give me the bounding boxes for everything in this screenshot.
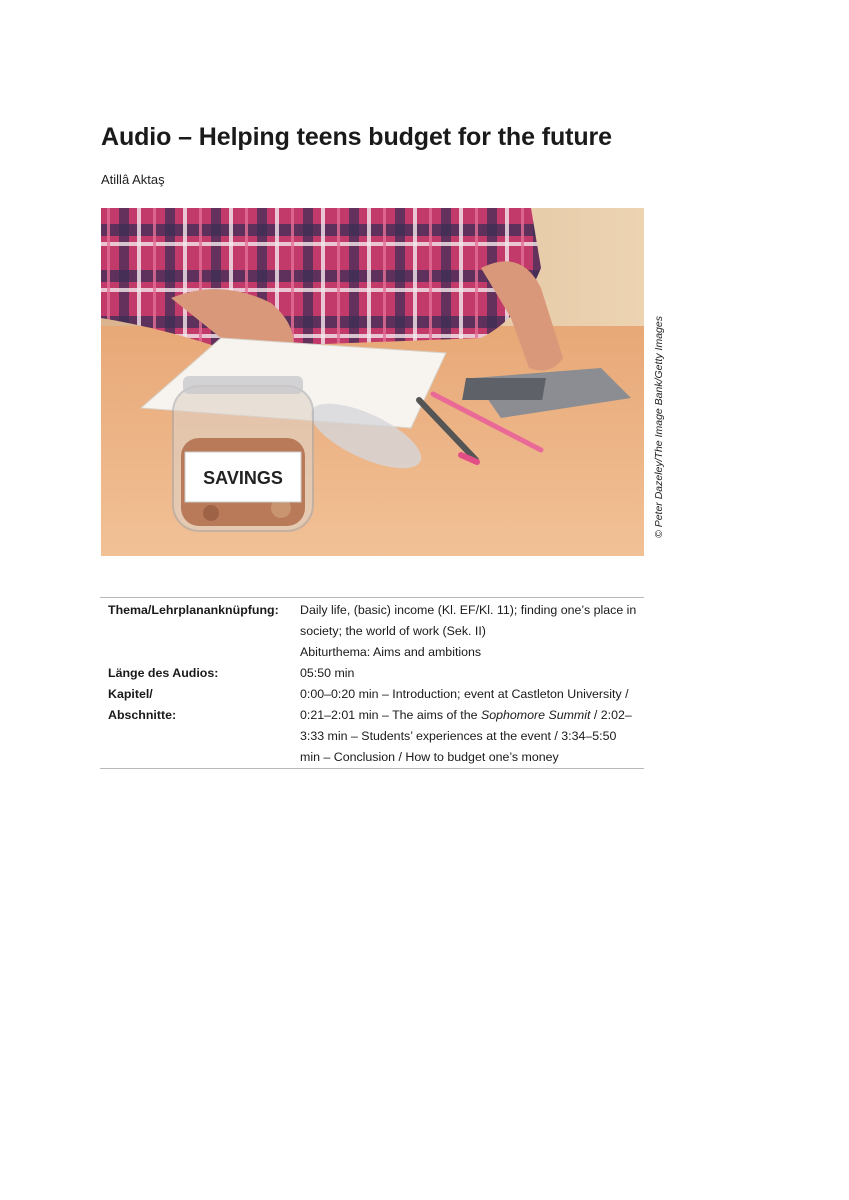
chapters-label: Kapitel/ Abschnitte: (108, 687, 177, 722)
jar-label-text: SAVINGS (203, 468, 283, 488)
audio-info-table (100, 597, 644, 769)
length-value: 05:50 min (300, 666, 355, 680)
topic-label: Thema/Lehrplananknüpfung: (108, 603, 279, 617)
author-name: Atillâ Aktaş (101, 172, 165, 187)
topic-value: Daily life, (basic) income (Kl. EF/Kl. 11); finding one’s place in society; the world of work (Sek. II) Abiturthema: Aims and ambitions (300, 603, 637, 659)
photo-credit: © Peter Dazeley/The Image Bank/Getty Images (653, 316, 665, 538)
length-row (100, 663, 644, 684)
topic-row (100, 600, 644, 663)
savings-jar-photo (101, 208, 644, 556)
chapters-row (100, 684, 644, 768)
chapters-value: 0:00–0:20 min – Introduction; event at Castleton University / 0:21–2:01 min – The aims of the Sophomore Summit / 2:02– 3:33 min – Students’ experiences at the event / 3:34–5:50 min – Conclusion / How to budget one’s money (300, 687, 632, 764)
length-label: Länge des Audios: (108, 666, 219, 680)
document-title: Audio – Helping teens budget for the future (101, 123, 612, 151)
event-name: Sophomore Summit (480, 708, 591, 722)
